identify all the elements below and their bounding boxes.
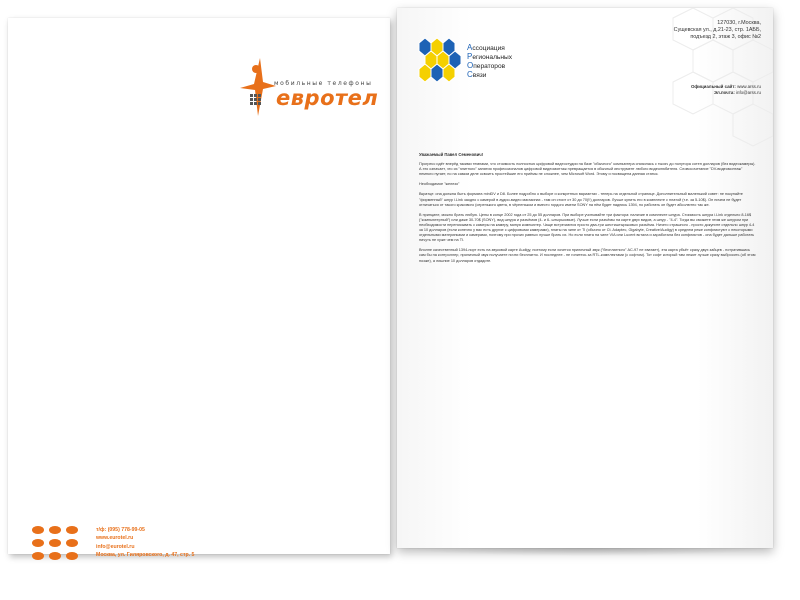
contact-website: www.eurotel.ru xyxy=(96,535,134,542)
address-line: 127030, г.Москва, xyxy=(717,20,761,26)
logo-wordmark: евротел xyxy=(276,86,379,110)
contact-email: info@eurotel.ru xyxy=(96,543,135,550)
letterhead-eurotel xyxy=(8,18,390,559)
site-url[interactable]: www.arss.ru xyxy=(737,84,761,89)
eurotel-logo xyxy=(236,56,386,126)
logo-tagline: мобильные телефоны xyxy=(274,80,373,87)
org-name-line: Ассоциация xyxy=(467,43,505,52)
letter-paragraph: Вкратце: она должна быть формата miniDV и D8. Более подробно о выборе и конкретных вариантах - теперь на отдельной странице. Дополнительный маленький совет: не покупайте "фирменный" шнур i.Link заодно с камерой в аудио-видео магазинах - там он стоит от 30 до 70(!!) долларов. Лучше купить его в комплекте с платой (т.е. за 5-10$). Он ничем не будет отличаться от такого красивого (серенького цвета, в чёрненьком и вместо гордого имени SONY на нём будет надпись 1394, но работать он будет абсолютно так же. xyxy=(419,192,743,207)
email-label: Эл.почта: xyxy=(713,90,735,96)
email-address[interactable]: info@arss.ru xyxy=(736,90,761,96)
org-name-line: Связи xyxy=(467,70,487,79)
org-name-line: Региональных xyxy=(467,52,513,61)
contact-block xyxy=(96,526,194,560)
association-hex-logo xyxy=(415,36,465,92)
site-label: Официальный сайт: xyxy=(690,84,736,89)
site-block xyxy=(691,84,761,97)
address-block xyxy=(674,20,761,42)
letterhead-association xyxy=(397,8,773,548)
dots-grid-icon xyxy=(30,524,82,566)
letter-paragraph: Вполне качественный 1394-порт есть на звуковой карте Audigy, поэтому если хочется приличный звук ("бесплатного" AC-97 не хватает), эта карта убьёт сразу двух зайцев - потратившись сам бы на контроллер, приличный звук получаете почти бесплатно. И последнее - не гонитесь за RTL-комплектами (с софтом). Тот софт который там лежит лучше сразу выбросить (об этом позже), а лишние 10 долларов отдадите. xyxy=(419,248,756,263)
contact-address: Москва, ул. Гиляровского, д. 47, стр. 5 xyxy=(96,552,195,559)
letter-paragraph: Необходимое "железо" xyxy=(419,182,460,187)
running-man-icon xyxy=(236,56,278,126)
contact-phone: т/ф: (095) 778-99-05 xyxy=(96,527,145,533)
address-line: подъезд 2, этаж 3, офис №2 xyxy=(690,34,761,41)
letter-paragraph: В принципе, можно брать любую. Цены в конце 2002 года от 25 до 55 долларов. При выборе учитывайте три фактора: наличие в комплекте шнура. Стоимость шнура i.Link отдельно 8-16$ ("компьютерный") или даже 30-70$ (SONY), вид шнура и разъёмов (4- и 6- штырьковые). Лучше если разъёмы на карте двух видов, а шнур - "4-4". Тогда вы сможете этим же шнуром при необходимости переписывать с камеры на камеру, минуя компьютер. Чаще встречаются просто два-три шестиштырьковых разъёма. Ничего страшного - просто докупите отдельно шнур 4-4 за 10 долларов (если конечно у вас есть другие с цифровыми камерами), платы на чипе от TI (обычно от Ct. Adaptec, Gigabyte, Creative/Audigy) в среднем реже конфликтуют с некоторыми отдельными материнками и камерами, поэтому при прочих равных лучше брать их. Но если плата на чипе VIA или Lucent встала и заработала без конфликтов - она будет дальше работать ничуть не хуже чем на TI. xyxy=(419,212,755,243)
letter-body xyxy=(419,152,757,269)
address-line: Сущевская ул., д.21-23, стр. 1АББ, xyxy=(673,27,761,34)
letter-greeting: Уважаемый Павел Семенович! xyxy=(419,152,484,157)
organization-name xyxy=(467,44,512,80)
org-name-line: Операторов xyxy=(467,61,506,70)
letter-paragraph: Прогресс идёт вперёд такими темпами, что стоимость полностью цифровой видеостудии на базе "обычного" компьютера снизилась с тысяч до полутора сотен долларов (без видеокамеры). А это означает, что из "элитного" занятия профессионалов цифровой видеомонтаж превращается в обычный инструмент любого видеолюбителя. Словосочетание "DV-видеомонтаж" немного пугает, но на самом деле освоить простейшие его приёмы не сложнее, чем Microsoft Word. Этому и посвящена данная статья. xyxy=(419,162,756,177)
